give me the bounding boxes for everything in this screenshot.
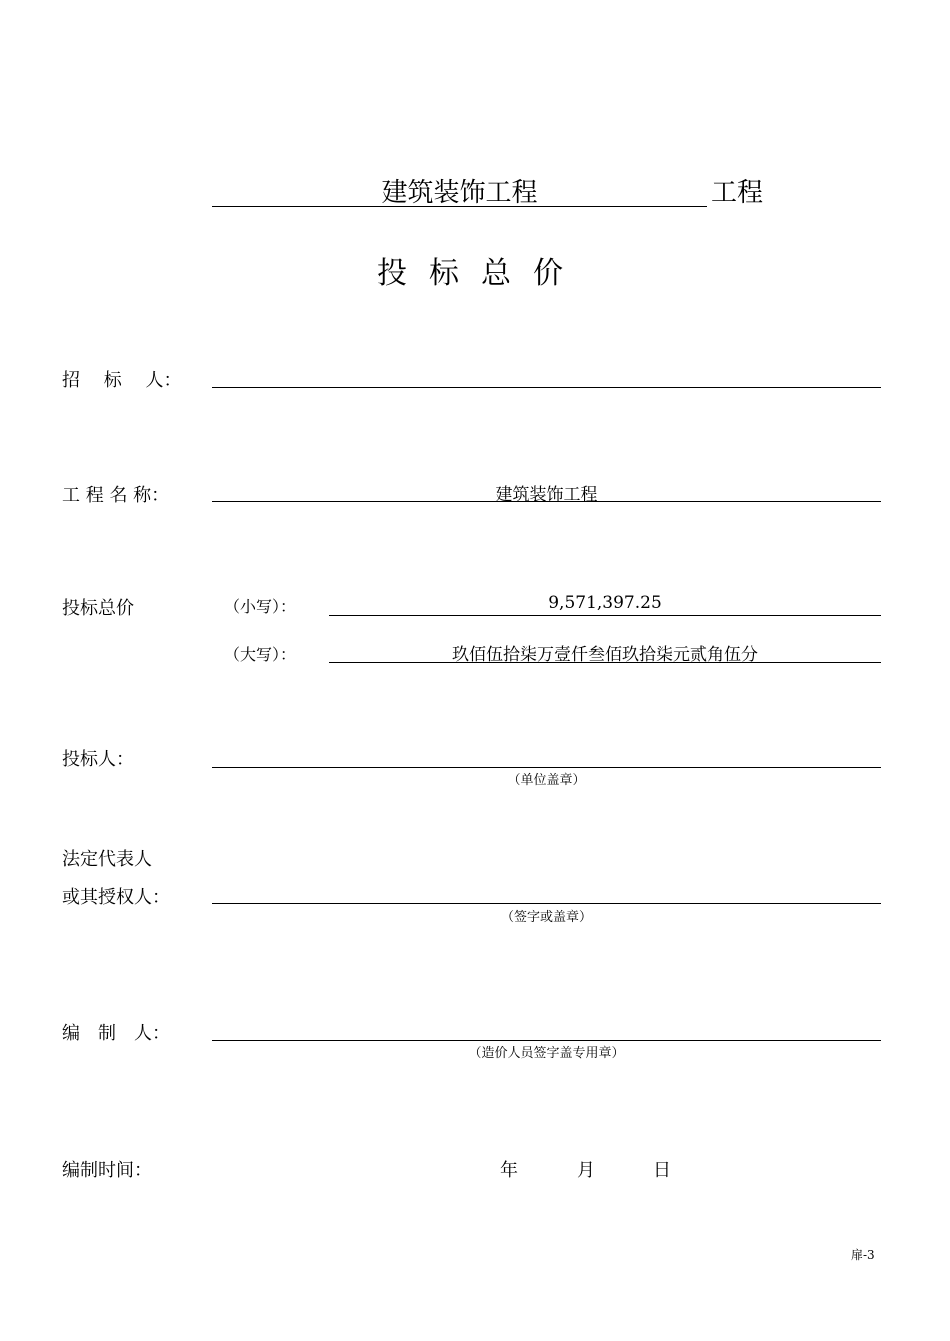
header-project-suffix: 工程 bbox=[711, 178, 764, 208]
small-amount-label: （小写）： bbox=[224, 597, 297, 616]
page-code: 扉-3 bbox=[851, 1248, 875, 1262]
compiler-underline bbox=[212, 1040, 881, 1041]
capital-amount-underline bbox=[329, 662, 881, 663]
project-name-label: 工 程 名 称： bbox=[62, 485, 170, 506]
date-month: 月 bbox=[577, 1160, 595, 1181]
project-name-value: 建筑装饰工程 bbox=[495, 485, 598, 505]
legal-rep-label-line1: 法定代表人 bbox=[62, 849, 152, 870]
project-name-underline bbox=[212, 501, 881, 502]
small-amount-underline bbox=[329, 615, 881, 616]
total-price-label: 投标总价 bbox=[62, 598, 134, 619]
date-day: 日 bbox=[653, 1160, 671, 1181]
compiler-note: （造价人员签字盖专用章） bbox=[468, 1046, 625, 1061]
small-amount-value: 9,571,397.25 bbox=[548, 593, 662, 613]
capital-amount-label: （大写）： bbox=[224, 645, 297, 664]
tenderer-label: 招 标 人： bbox=[62, 370, 182, 391]
bidder-label: 投标人： bbox=[62, 749, 134, 770]
legal-rep-label-line2: 或其授权人： bbox=[62, 887, 170, 908]
compiler-label: 编 制 人： bbox=[62, 1023, 170, 1044]
date-year: 年 bbox=[500, 1160, 518, 1181]
header-project-name: 建筑装饰工程 bbox=[381, 178, 538, 208]
bidder-note: （单位盖章） bbox=[507, 773, 586, 788]
bidder-underline bbox=[212, 767, 881, 768]
header-project-underline bbox=[212, 206, 707, 207]
tenderer-underline bbox=[212, 387, 881, 388]
legal-rep-note: （签字或盖章） bbox=[500, 910, 592, 925]
legal-rep-underline bbox=[212, 903, 881, 904]
capital-amount-value: 玖佰伍拾柒万壹仟叁佰玖拾柒元贰角伍分 bbox=[452, 645, 758, 665]
compile-time-label: 编制时间： bbox=[62, 1160, 152, 1181]
page-title: 投标总价 bbox=[377, 256, 585, 291]
